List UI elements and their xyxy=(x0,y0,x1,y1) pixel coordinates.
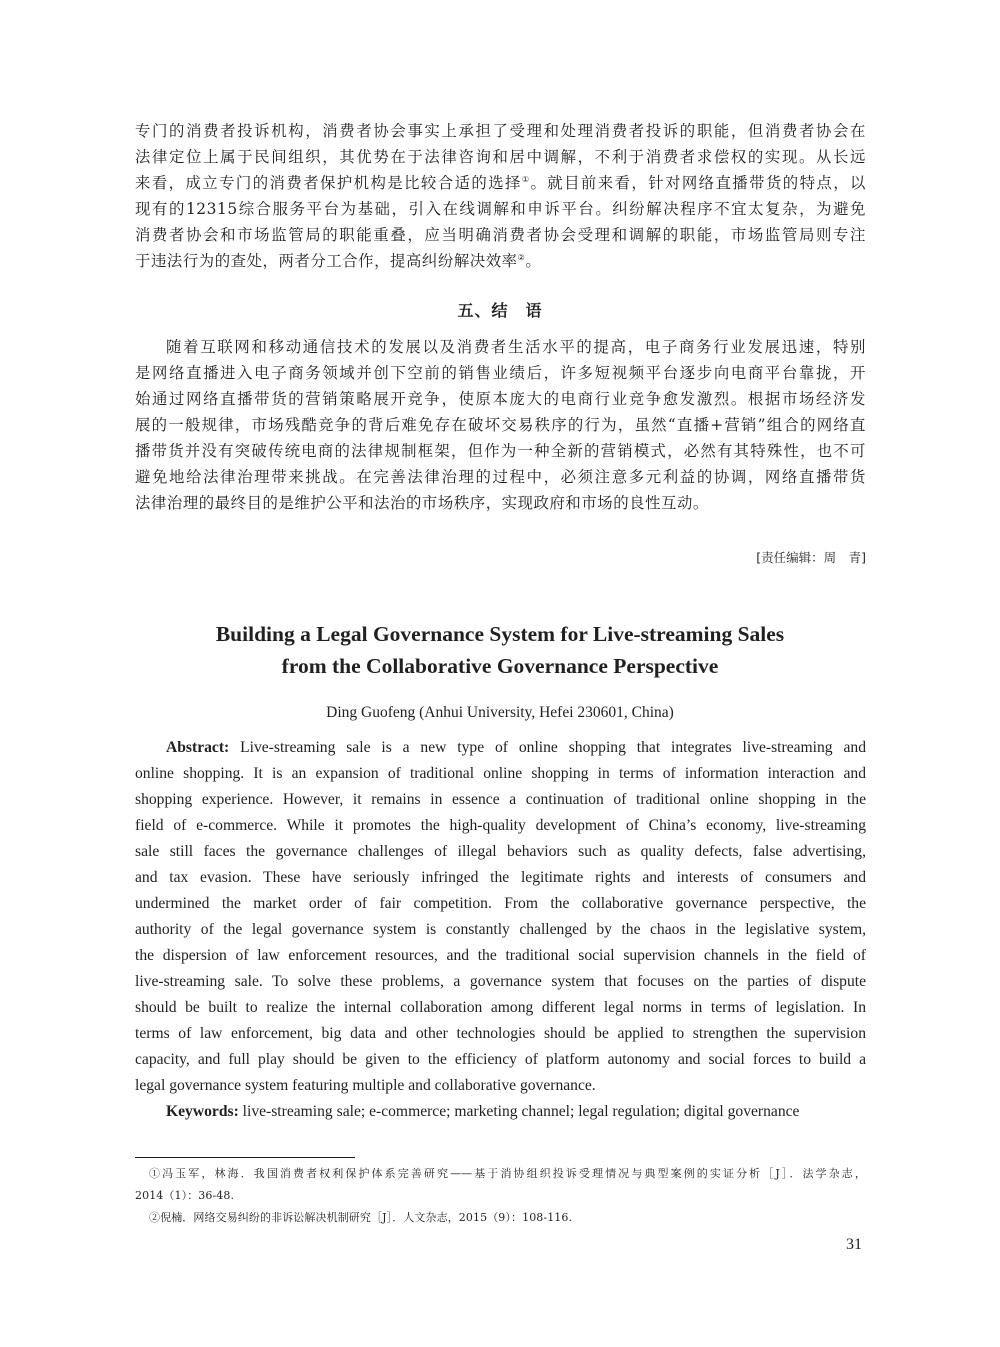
page-number: 31 xyxy=(846,1236,862,1253)
text-line: 来看，成立专门的消费者保护机构是比较合适的选择①。就目前来看，针对网络直播带货的特点，以 xyxy=(135,174,866,192)
text-line: 现有的12315综合服务平台为基础，引入在线调解和申诉平台。纠纷解决程序不宜太复杂，为避免 xyxy=(135,200,866,218)
text-line: 法律定位上属于民间组织，其优势在于法律咨询和居中调解，不利于消费者求偿权的实现。从长远 xyxy=(135,148,866,166)
footnote-2: ②倪楠．网络交易纠纷的非诉讼解决机制研究［J］．人文杂志，2015（9）：108-116. xyxy=(149,1211,573,1224)
footnote-ref-1[interactable]: ① xyxy=(521,174,531,184)
footnote-1: ①冯玉军，林海．我国消费者权利保护体系完善研究——基于消协组织投诉受理情况与典型案例的实证分析［J］．法学杂志， xyxy=(149,1167,866,1180)
author-affiliation: Ding Guofeng (Anhui University, Hefei 230601, China) xyxy=(326,704,674,721)
keywords-label: Keywords: xyxy=(166,1103,239,1120)
text-line: authority of the legal governance system is constantly challenged by the chaos in the legislative system, xyxy=(135,921,866,938)
text-line: legal governance system featuring multiple and collaborative governance. xyxy=(135,1077,596,1094)
text-line: should be built to realize the internal collaboration among different legal norms in terms of legislation. In xyxy=(135,999,866,1016)
text-line: capacity, and full play should be given to the efficiency of platform autonomy and social forces to build a xyxy=(135,1051,866,1068)
footnote-1-cont: 2014（1）：36-48. xyxy=(135,1189,235,1202)
keywords: Keywords: live-streaming sale; e-commerce; marketing channel; legal regulation; digital governance xyxy=(166,1103,800,1120)
text-line: live-streaming sale. To solve these problems, a governance system that focuses on the parties of dispute xyxy=(135,973,866,990)
text-line: sale still faces the governance challenges of illegal behaviors such as quality defects, false advertising, xyxy=(135,843,866,860)
abstract-label: Abstract: xyxy=(166,739,230,756)
text-line: 专门的消费者投诉机构，消费者协会事实上承担了受理和处理消费者投诉的职能，但消费者协会在 xyxy=(135,122,866,140)
text-line: 始通过网络直播带货的营销策略展开竞争，使原本庞大的电商行业竞争愈发激烈。根据市场经济发 xyxy=(135,390,866,408)
section-heading-conclusion: 五、结 语 xyxy=(457,301,543,320)
text-line: online shopping. It is an expansion of traditional online shopping in terms of information interaction and xyxy=(135,765,866,782)
text-line: 是网络直播进入电子商务领域并创下空前的销售业绩后，许多短视频平台逐步向电商平台靠拢，开 xyxy=(135,364,866,382)
text-line: undermined the market order of fair competition. From the collaborative governance perspective, the xyxy=(135,895,866,912)
english-title-line-1: Building a Legal Governance System for Live-streaming Sales xyxy=(215,622,785,646)
text-line: 于违法行为的查处，两者分工合作，提高纠纷解决效率②。 xyxy=(135,252,542,270)
english-title-line-2: from the Collaborative Governance Perspective xyxy=(281,654,719,678)
text-line: 避免地给法律治理带来挑战。在完善法律治理的过程中，必须注意多元利益的协调，网络直播带货 xyxy=(135,468,866,486)
text-line: 随着互联网和移动通信技术的发展以及消费者生活水平的提高，电子商务行业发展迅速，特别 xyxy=(166,338,866,356)
editor-note: [责任编辑：周 青] xyxy=(756,550,866,565)
text-line: terms of law enforcement, big data and other technologies should be applied to strengthen the supervision xyxy=(135,1025,866,1042)
text-line: field of e-commerce. While it promotes the high-quality development of China’s economy, live-streaming xyxy=(135,817,866,834)
text-line: 播带货并没有突破传统电商的法律规制框架，但作为一种全新的营销模式，必然有其特殊性，也不可 xyxy=(135,442,866,460)
text-line: Abstract: Live-streaming sale is a new type of online shopping that integrates live-streaming and xyxy=(166,739,866,756)
text-line: and tax evasion. These have seriously infringed the legitimate rights and interests of consumers and xyxy=(135,869,866,886)
footnote-ref-2[interactable]: ② xyxy=(517,252,526,262)
text-line: the dispersion of law enforcement resources, and the traditional social supervision channels in the field of xyxy=(135,947,866,964)
footnote-divider xyxy=(135,1157,355,1158)
text-line: 法律治理的最终目的是维护公平和法治的市场秩序，实现政府和市场的良性互动。 xyxy=(135,494,709,512)
text-line: 展的一般规律，市场残酷竞争的背后难免存在破坏交易秩序的行为，虽然“直播+营销”组合的网络直 xyxy=(135,416,866,434)
text-line: 消费者协会和市场监管局的职能重叠，应当明确消费者协会受理和调解的职能，市场监管局则专注 xyxy=(135,226,866,244)
text-line: shopping experience. However, it remains in essence a continuation of traditional online shopping in the xyxy=(135,791,866,808)
